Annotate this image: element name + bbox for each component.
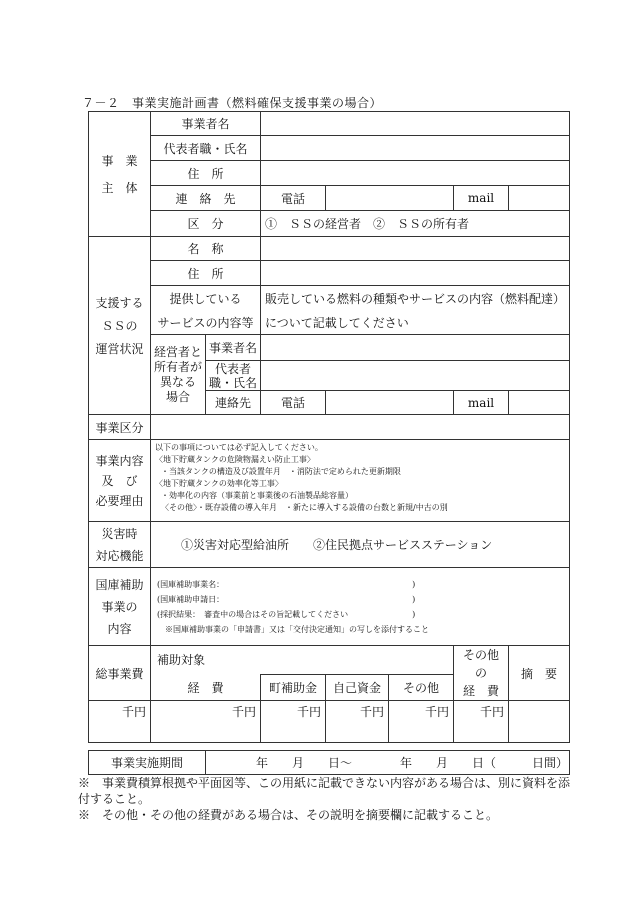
category-options: ① ＳＳの経営者 ② ＳＳの所有者 <box>261 211 570 237</box>
owner-representative-field[interactable] <box>261 361 570 391</box>
category-label: 区 分 <box>151 211 261 237</box>
period-field[interactable]: 年 月 日～ 年 月 日（ 日間） <box>206 751 570 775</box>
ss-status-label: 支援する ＳＳの 運営状況 <box>89 237 151 415</box>
page-title: ７－２ 事業実施計画書（燃料確保支援事業の場合） <box>82 96 383 110</box>
other-cost-label: その他の 経 費 <box>454 646 509 701</box>
note-2: ※ その他・その他の経費がある場合は、その説明を摘要欄に記載すること。 <box>78 808 499 822</box>
total-cost-field[interactable]: 千円 <box>89 701 151 743</box>
ss-address-field[interactable] <box>261 261 570 286</box>
owner-operator-name-label: 事業者名 <box>206 335 261 361</box>
disaster-options: ①災害対応型給油所 ②住民拠点サービスステーション <box>151 522 570 568</box>
other-field[interactable]: 千円 <box>389 701 454 743</box>
representative-field[interactable] <box>261 136 570 161</box>
mail-label: mail <box>454 186 509 211</box>
other-cost-field[interactable]: 千円 <box>454 701 509 743</box>
business-entity-label: 事 業 主 体 <box>89 112 151 237</box>
remarks-label: 摘 要 <box>509 646 570 701</box>
representative-label: 代表者職・氏名 <box>151 136 261 161</box>
subsidy-target-field[interactable]: 千円 <box>151 701 261 743</box>
own-funds-field[interactable]: 千円 <box>326 701 389 743</box>
note-1: ※ 事業費積算根拠や平面図等、この用紙に記載できない内容がある場合は、別に資料を添付すること。 <box>78 776 571 806</box>
owner-representative-label: 代表者 職・氏名 <box>206 361 261 391</box>
content-field[interactable]: 以下の事項については必ず記入してください。 〈地下貯蔵タンクの危険物漏えい防止工事〉 ・当該タンクの構造及び設置年月 ・消防法で定められた更新期限 〈地下貯蔵タンクの効率化等工事〉 ・効率化の内容（事業前と事業後の石油製品総容量） 〈その他〉・既存設備の導入年月 ・新たに導入する設備の台数と新規/中古の別 <box>151 440 570 522</box>
owner-mail-field[interactable] <box>509 391 570 415</box>
owner-phone-field[interactable] <box>326 391 454 415</box>
subsidy-target-label-2: 経 費 <box>151 674 261 700</box>
address-label: 住 所 <box>151 161 261 186</box>
owner-phone-label: 電話 <box>261 391 326 415</box>
business-type-field[interactable] <box>151 415 570 440</box>
subsidy-label: 国庫補助 事業の 内容 <box>89 568 151 646</box>
town-subsidy-label: 町補助金 <box>261 674 326 700</box>
services-label-2: サービスの内容等 <box>151 311 261 335</box>
spacer <box>89 743 570 751</box>
mail-field[interactable] <box>509 186 570 211</box>
total-cost-label: 総事業費 <box>89 646 151 701</box>
services-label-1: 提供している <box>151 286 261 311</box>
contact-label: 連 絡 先 <box>151 186 261 211</box>
phone-field[interactable] <box>326 186 454 211</box>
address-field[interactable] <box>261 161 570 186</box>
services-value-2[interactable]: について記載してください <box>261 311 570 335</box>
content-label: 事業内容 及 び 必要理由 <box>89 440 151 522</box>
period-label: 事業実施期間 <box>89 751 206 775</box>
plan-form-table <box>88 111 570 775</box>
operator-name-field[interactable] <box>261 112 570 136</box>
subsidy-field[interactable]: (国庫補助事業名： ) (国庫補助申請日： ) (採択結果： 審査中の場合はその旨記載してください ) ※国庫補助事業の「申請書」又は「交付決定通知」の写しを添付すること <box>151 568 570 646</box>
ss-name-label: 名 称 <box>151 237 261 261</box>
operator-name-label: 事業者名 <box>151 112 261 136</box>
disaster-label: 災害時 対応機能 <box>89 522 151 568</box>
different-owner-label: 経営者と 所有者が 異なる 場合 <box>151 335 206 415</box>
services-value-1[interactable]: 販売している燃料の種類やサービスの内容（燃料配達） <box>261 286 570 311</box>
own-funds-label: 自己資金 <box>326 674 389 700</box>
phone-label: 電話 <box>261 186 326 211</box>
owner-mail-label: mail <box>454 391 509 415</box>
ss-name-field[interactable] <box>261 237 570 261</box>
owner-operator-name-field[interactable] <box>261 335 570 361</box>
business-type-label: 事業区分 <box>89 415 151 440</box>
town-subsidy-field[interactable]: 千円 <box>261 701 326 743</box>
subsidy-target-label-1: 補助対象 <box>151 646 454 675</box>
remarks-field[interactable] <box>509 701 570 743</box>
other-label: その他 <box>389 674 454 700</box>
owner-contact-label: 連絡先 <box>206 391 261 415</box>
ss-address-label: 住 所 <box>151 261 261 286</box>
